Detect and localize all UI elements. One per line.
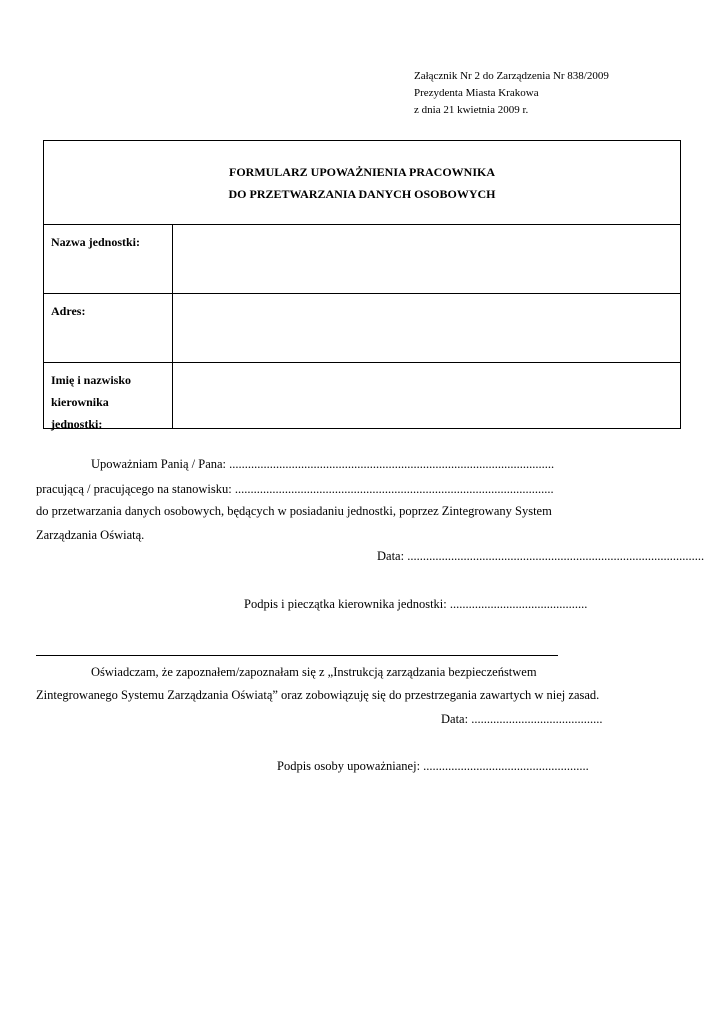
unit-head-row <box>44 363 680 429</box>
unit-head-label <box>44 363 173 429</box>
declaration-line-1: Oświadczam, że zapoznałem/zapoznałam się z „Instrukcją zarządzania bezpieczeństwem <box>91 665 537 679</box>
position-line: pracującą / pracującego na stanowisku: ...................................................................................................... <box>36 482 554 496</box>
annex-line-2: Prezydenta Miasta Krakowa <box>414 87 539 99</box>
authorize-person-line: Upoważniam Panią / Pana: ........................................................................................................ <box>91 457 555 471</box>
unit-name-row <box>44 225 680 294</box>
address-field[interactable] <box>173 294 680 362</box>
annex-line-3: z dnia 21 kwietnia 2009 r. <box>414 104 529 116</box>
form-title-line-2: DO PRZETWARZANIA DANYCH OSOBOWYCH <box>228 187 496 201</box>
declaration-line-2: Zintegrowanego Systemu Zarządzania Oświatą” oraz zobowiązuję się do przestrzegania zawartych w niej zasad. <box>36 688 600 702</box>
scope-line-2: Zarządzania Oświatą. <box>36 528 145 542</box>
annex-reference <box>414 68 609 119</box>
unit-head-field[interactable] <box>173 363 680 429</box>
unit-head-label-line-2: kierownika <box>51 395 109 409</box>
unit-head-label-line-3: jednostki: <box>51 417 103 431</box>
form-title-line-1: FORMULARZ UPOWAŻNIENIA PRACOWNIKA <box>228 165 495 179</box>
authorization-form-table <box>43 140 681 429</box>
authorization-date-line: Data: ............................................................................................... <box>377 549 705 563</box>
annex-line-1: Załącznik Nr 2 do Zarządzenia Nr 838/2009 <box>414 70 609 82</box>
address-label: Adres: <box>44 294 173 362</box>
unit-name-label: Nazwa jednostki: <box>44 225 173 293</box>
head-signature-line: Podpis i pieczątka kierownika jednostki: ............................................ <box>244 597 588 611</box>
form-title <box>44 141 680 225</box>
scope-line-1: do przetwarzania danych osobowych, będących w posiadaniu jednostki, poprzez Zintegrowany System <box>36 504 552 518</box>
declaration-date-line: Data: .......................................... <box>441 712 603 726</box>
address-row <box>44 294 680 363</box>
unit-head-label-line-1: Imię i nazwisko <box>51 373 132 387</box>
authorized-person-signature-line: Podpis osoby upoważnianej: ..................................................... <box>277 759 589 773</box>
unit-name-field[interactable] <box>173 225 680 293</box>
section-divider <box>36 655 558 656</box>
